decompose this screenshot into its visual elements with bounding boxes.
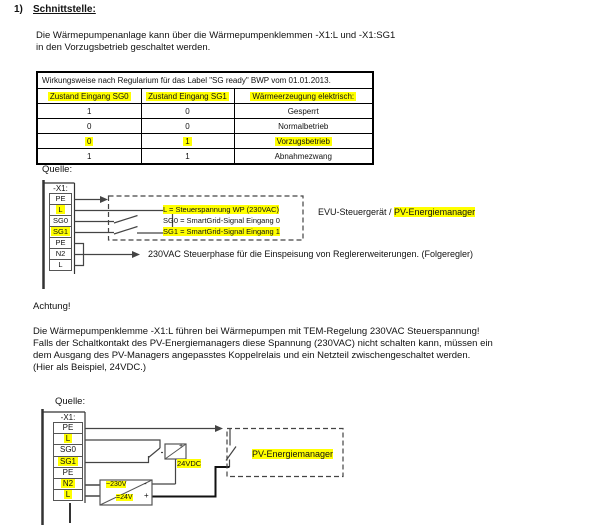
wire-psu-plus [152, 467, 230, 497]
terminal-cell: SG0 [53, 444, 83, 456]
terminal-cell: N2 [53, 478, 83, 490]
terminal-cell: SG1 [49, 226, 72, 238]
wire-l [85, 440, 160, 448]
relay-voltage-label: 24VDC [177, 459, 202, 468]
terminal-cell: PE [53, 467, 83, 479]
legend-line: L = Steuerspannung WP (230VAC) [163, 204, 279, 214]
sg0-value: 0 [87, 136, 92, 146]
sg1-value: 1 [185, 136, 190, 146]
mode-value: Gesperrt [287, 106, 319, 116]
terminal-block-x1-d1 [49, 183, 72, 271]
terminal-block-header: -X1: [60, 413, 76, 422]
table-header-cell: Zustand Eingang SG1 [141, 89, 234, 104]
pv-manager-label: PV-Energiemanager [394, 206, 476, 217]
table-header-cell: Zustand Eingang SG0 [37, 89, 141, 104]
terminal-cell: SG0 [49, 215, 72, 227]
sg0-value: 0 [87, 121, 92, 131]
terminal-cell: PE [49, 237, 72, 249]
sg1-value: 0 [185, 106, 190, 116]
terminal-cell: L [53, 489, 83, 501]
legend-line: SG0 = SmartGrid-Signal Eingang 0 [163, 215, 280, 225]
arrowhead-pe1 [100, 196, 108, 203]
terminal-cell: L [53, 433, 83, 445]
mode-value: Normalbetrieb [278, 121, 329, 131]
terminal-cell: PE [49, 193, 72, 205]
legend-line: SG1 = SmartGrid-Signal Eingang 1 [163, 226, 280, 236]
relay-contact-blade [149, 448, 161, 458]
section-number: 1) [14, 4, 23, 15]
mode-value: Abnahmezwang [274, 151, 332, 161]
contact-blade-sg0 [114, 216, 138, 224]
terminal-block-header: -X1: [53, 184, 68, 193]
psu-minus-mark: - [144, 478, 147, 488]
terminal-cell: L [49, 204, 72, 216]
wire-sg1 [85, 456, 149, 463]
psu-output-label: =24V [116, 494, 133, 501]
table-caption: Wirkungsweise nach Regularium für das Label "SG ready" BWP vom 01.01.2013. [37, 72, 373, 89]
terminal-cell: N2 [49, 248, 72, 260]
warning-line: (Hier als Beispiel, 24VDC.) [33, 362, 146, 373]
terminal-cell: PE [53, 422, 83, 434]
arrowhead-pe1-d2 [215, 425, 223, 432]
evu-label: EVU-Steuergerät / [318, 206, 395, 217]
steuerphase-note: 230VAC Steuerphase für die Einspeisung von Reglererweiterungen. (Folgeregler) [148, 249, 474, 259]
terminal-block-x1-d2 [53, 412, 83, 501]
device-label-d1 [318, 207, 475, 217]
terminal-cell: SG1 [53, 456, 83, 468]
psu-plus-mark: + [144, 490, 149, 500]
terminal-cells [53, 422, 83, 501]
warning-line: dem Ausgang des PV-Managers angepasstes Koppelrelais und ein Netzteil zwischengeschaltet werden. [33, 350, 471, 361]
sg0-value: 1 [87, 106, 92, 116]
psu-input-label: ~230V [106, 481, 127, 488]
pv-manager-label-d2: PV-Energiemanager [252, 449, 334, 459]
terminal-cell: L [49, 259, 72, 271]
source-label-1: Quelle: [42, 164, 73, 175]
arrowhead-n2 [132, 251, 140, 258]
intro-line-1: Die Wärmepumpenanlage kann über die Wärmepumpenklemmen -X1:L und -X1:SG1 [36, 30, 396, 41]
warning-line: Die Wärmepumpenklemme -X1:L führen bei Wärmepumpen mit TEM-Regelung 230VAC Steuerspannung! [33, 326, 480, 337]
page-title: Schnittstelle: [33, 4, 96, 15]
table-header-cell: Wärmeerzeugung elektrisch: [234, 89, 373, 104]
warning-title: Achtung! [33, 301, 71, 312]
contact-blade-sg1 [114, 227, 138, 235]
sg1-value: 1 [185, 151, 190, 161]
relay-plus-mark: + [179, 442, 184, 450]
mode-value: Vorzugsbetrieb [276, 136, 330, 146]
sg1-value: 0 [185, 121, 190, 131]
terminal-cells [49, 193, 72, 271]
sg0-value: 1 [87, 151, 92, 161]
source-label-2: Quelle: [55, 396, 86, 407]
intro-line-2: in den Vorzugsbetrieb geschaltet werden. [36, 42, 211, 53]
legend-block [163, 204, 280, 237]
warning-line: Falls der Schaltkontakt des PV-Energiemanagers diese Spannung (230VAC) nicht schalten kann, müssen ein [33, 338, 493, 349]
